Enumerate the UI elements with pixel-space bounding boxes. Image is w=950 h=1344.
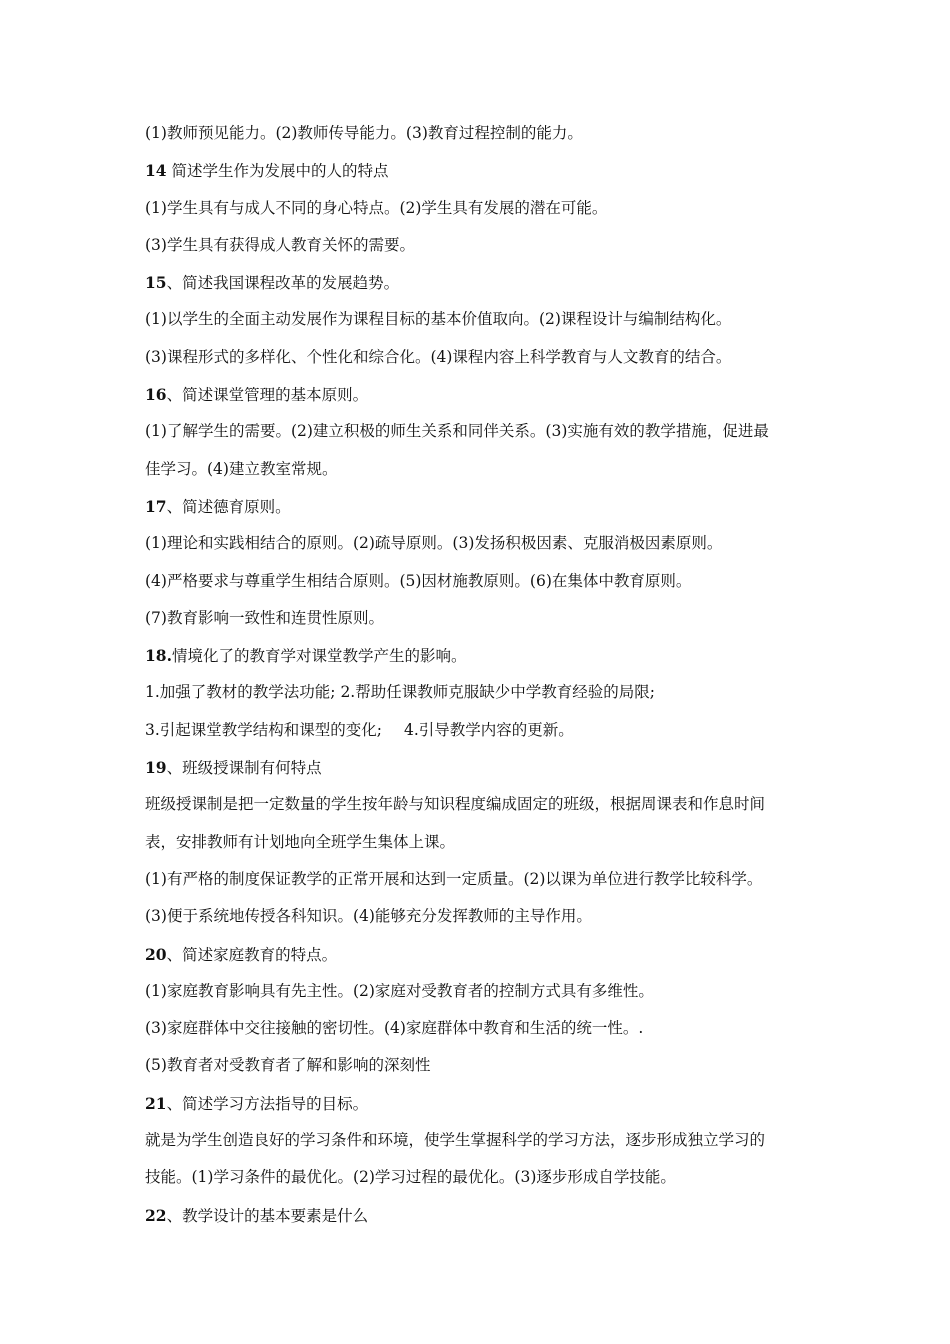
question-heading	[145, 488, 815, 525]
question-heading	[145, 1197, 815, 1234]
question-heading	[145, 264, 815, 301]
answer-line	[145, 861, 815, 898]
answer-line	[145, 674, 815, 711]
question-text: 、简述我国课程改革的发展趋势。	[166, 274, 400, 293]
line-text: (3)学生具有获得成人教育关怀的需要。	[145, 235, 415, 254]
line-text: (7)教育影响一致性和连贯性原则。	[145, 608, 384, 627]
question-number: 15	[145, 273, 167, 293]
question-text: 、简述家庭教育的特点。	[166, 945, 338, 964]
line-text-second: 4.引导教学内容的更新。	[404, 720, 574, 739]
line-text: 1.加强了教材的教学法功能; 2.帮助任课教师克服缺少中学教育经验的局限;	[145, 683, 655, 702]
answer-line	[145, 1047, 815, 1084]
question-number: 16	[145, 385, 167, 405]
document-body	[145, 115, 815, 1234]
answer-line	[145, 600, 815, 637]
line-text: 3.引起课堂教学结构和课型的变化;	[145, 720, 383, 739]
answer-line	[145, 227, 815, 264]
answer-line	[145, 1122, 815, 1159]
answer-line	[145, 973, 815, 1010]
question-number: 14	[145, 161, 167, 181]
answer-line	[145, 413, 815, 450]
answer-line	[145, 563, 815, 600]
question-text: 、教学设计的基本要素是什么	[166, 1206, 369, 1225]
answer-line	[145, 451, 815, 488]
line-text: (3)课程形式的多样化、个性化和综合化。(4)课程内容上科学教育与人文教育的结合。	[145, 347, 732, 366]
question-heading	[145, 637, 815, 674]
line-text: (3)家庭群体中交往接触的密切性。(4)家庭群体中教育和生活的统一性。.	[145, 1019, 644, 1038]
question-heading	[145, 152, 815, 189]
line-text: (1)以学生的全面主动发展作为课程目标的基本价值取向。(2)课程设计与编制结构化。	[145, 310, 732, 329]
line-text: (3)便于系统地传授各科知识。(4)能够充分发挥教师的主导作用。	[145, 907, 592, 926]
answer-line	[145, 786, 815, 823]
line-text: (5)教育者对受教育者了解和影响的深刻性	[145, 1056, 431, 1075]
answer-line	[145, 1010, 815, 1047]
question-text: 、简述德育原则。	[166, 497, 291, 516]
answer-line	[145, 712, 815, 749]
line-text: (1)理论和实践相结合的原则。(2)疏导原则。(3)发扬积极因素、克服消极因素原则。	[145, 534, 723, 553]
question-text: 、简述学习方法指导的目标。	[166, 1094, 369, 1113]
line-text: (1)教师预见能力。(2)教师传导能力。(3)教育过程控制的能力。	[145, 124, 583, 142]
line-text: (1)了解学生的需要。(2)建立积极的师生关系和同伴关系。(3)实施有效的教学措施，促进最	[145, 422, 769, 441]
line-text: (1)家庭教育影响具有先主性。(2)家庭对受教育者的控制方式具有多维性。	[145, 981, 654, 1000]
answer-line	[145, 190, 815, 227]
answer-line	[145, 525, 815, 562]
line-text: 表，安排教师有计划地向全班学生集体上课。	[145, 832, 456, 851]
question-number: 21	[145, 1093, 167, 1113]
line-text: 就是为学生创造良好的学习条件和环境，使学生掌握科学的学习方法，逐步形成独立学习的	[145, 1131, 766, 1150]
question-number: 19	[145, 758, 167, 778]
answer-line	[145, 824, 815, 861]
line-text: 班级授课制是把一定数量的学生按年龄与知识程度编成固定的班级，根据周课表和作息时间	[145, 795, 766, 814]
line-text: (1)学生具有与成人不同的身心特点。(2)学生具有发展的潜在可能。	[145, 198, 608, 217]
question-number: 22	[145, 1205, 167, 1225]
line-text: 技能。(1)学习条件的最优化。(2)学习过程的最优化。(3)逐步形成自学技能。	[145, 1168, 676, 1187]
question-text: 简述学生作为发展中的人的特点	[166, 162, 389, 181]
question-text: 情境化了的教育学对课堂教学产生的影响。	[171, 647, 467, 666]
question-number: 20	[145, 944, 167, 964]
answer-line	[145, 339, 815, 376]
question-number: 17	[145, 496, 167, 516]
question-heading	[145, 376, 815, 413]
question-number: 18.	[145, 646, 172, 666]
question-text: 、班级授课制有何特点	[166, 759, 322, 778]
answer-line	[145, 301, 815, 338]
answer-line	[145, 1159, 815, 1196]
question-heading	[145, 749, 815, 786]
line-text: (4)严格要求与尊重学生相结合原则。(5)因材施教原则。(6)在集体中教育原则。	[145, 571, 692, 590]
answer-line	[145, 898, 815, 935]
question-heading	[145, 936, 815, 973]
question-heading	[145, 1085, 815, 1122]
line-text: 佳学习。(4)建立教室常规。	[145, 459, 338, 478]
line-text: (1)有严格的制度保证教学的正常开展和达到一定质量。(2)以课为单位进行教学比较科学。	[145, 869, 763, 888]
question-text: 、简述课堂管理的基本原则。	[166, 386, 369, 405]
answer-line	[145, 115, 815, 152]
